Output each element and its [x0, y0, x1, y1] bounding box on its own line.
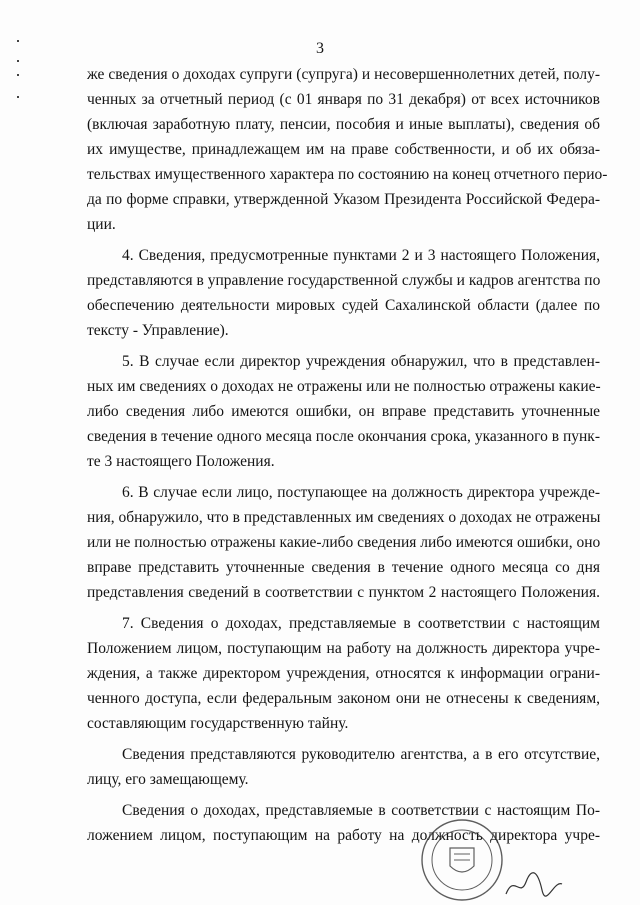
- text-line: представляются в управление государственной службы и кадров агентства по: [87, 272, 601, 289]
- text-line: ложением лицом, поступающим на работу на должность директора учре-: [87, 827, 600, 844]
- signature-icon: [504, 870, 564, 900]
- text-line: (включая заработную плату, пенсии, пособия и иные выплаты), сведения об: [87, 116, 600, 133]
- text-line: вправе представить уточненные сведения в течение одного месяца со дня: [87, 559, 600, 576]
- text-line: лицу, его замещающему.: [87, 771, 249, 788]
- text-line: же сведения о доходах супруги (супруга) и несовершеннолетних детей, полу-: [87, 66, 600, 83]
- text-line: 7. Сведения о доходах, представляемые в соответствии с настоящим: [122, 615, 600, 632]
- text-line: их имуществе, принадлежащем им на праве собственности, и об их обяза-: [87, 141, 600, 158]
- text-line: представления сведений в соответствии с пунктом 2 настоящего Положения.: [87, 584, 600, 601]
- text-line: ции.: [87, 216, 116, 233]
- certification-stamp: [420, 818, 630, 902]
- text-line: ченного доступа, если федеральным законом они не отнесены к сведениям,: [87, 690, 600, 707]
- text-line: составляющим государственную тайну.: [87, 715, 349, 732]
- text-line: 4. Сведения, предусмотренные пунктами 2 и 3 настоящего Положения,: [122, 247, 600, 264]
- text-line: тельствах имущественного характера по состоянию на конец отчетного перио-: [87, 166, 608, 183]
- round-seal-icon: [420, 818, 504, 902]
- text-line: 6. В случае если лицо, поступающее на должность директора учрежде-: [122, 484, 600, 501]
- text-line: те 3 настоящего Положения.: [87, 453, 275, 470]
- text-line: ждения, а также директором учреждения, относятся к информации ограни-: [87, 665, 600, 682]
- page-number: 3: [316, 40, 324, 57]
- text-line: либо сведения либо имеются ошибки, он вправе представить уточненные: [87, 403, 600, 420]
- text-line: или не полностью отражены какие-либо сведения либо имеются ошибки, оно: [87, 534, 601, 551]
- text-line: Сведения о доходах, представляемые в соответствии с настоящим По-: [122, 802, 600, 819]
- text-line: Положением лицом, поступающим на работу на должность директора учре-: [87, 640, 600, 657]
- text-line: сведения в течение одного месяца после окончания срока, указанного в пунк-: [87, 428, 600, 445]
- text-line: ных им сведениях о доходах не отражены или не полностью отражены какие-: [87, 378, 601, 395]
- text-line: да по форме справки, утвержденной Указом Президента Российской Федера-: [87, 191, 600, 208]
- text-line: обеспечению деятельности мировых судей Сахалинской области (далее по: [87, 297, 600, 314]
- text-line: Сведения представляются руководителю агентства, а в его отсутствие,: [122, 746, 600, 763]
- text-line: ченных за отчетный период (с 01 января по 31 декабря) от всех источников: [87, 91, 600, 108]
- text-line: тексту - Управление).: [87, 322, 229, 339]
- text-line: ния, обнаружило, что в представленных им сведениях о доходах не отражены: [87, 509, 601, 526]
- text-line: 5. В случае если директор учреждения обнаружил, что в представлен-: [122, 353, 600, 370]
